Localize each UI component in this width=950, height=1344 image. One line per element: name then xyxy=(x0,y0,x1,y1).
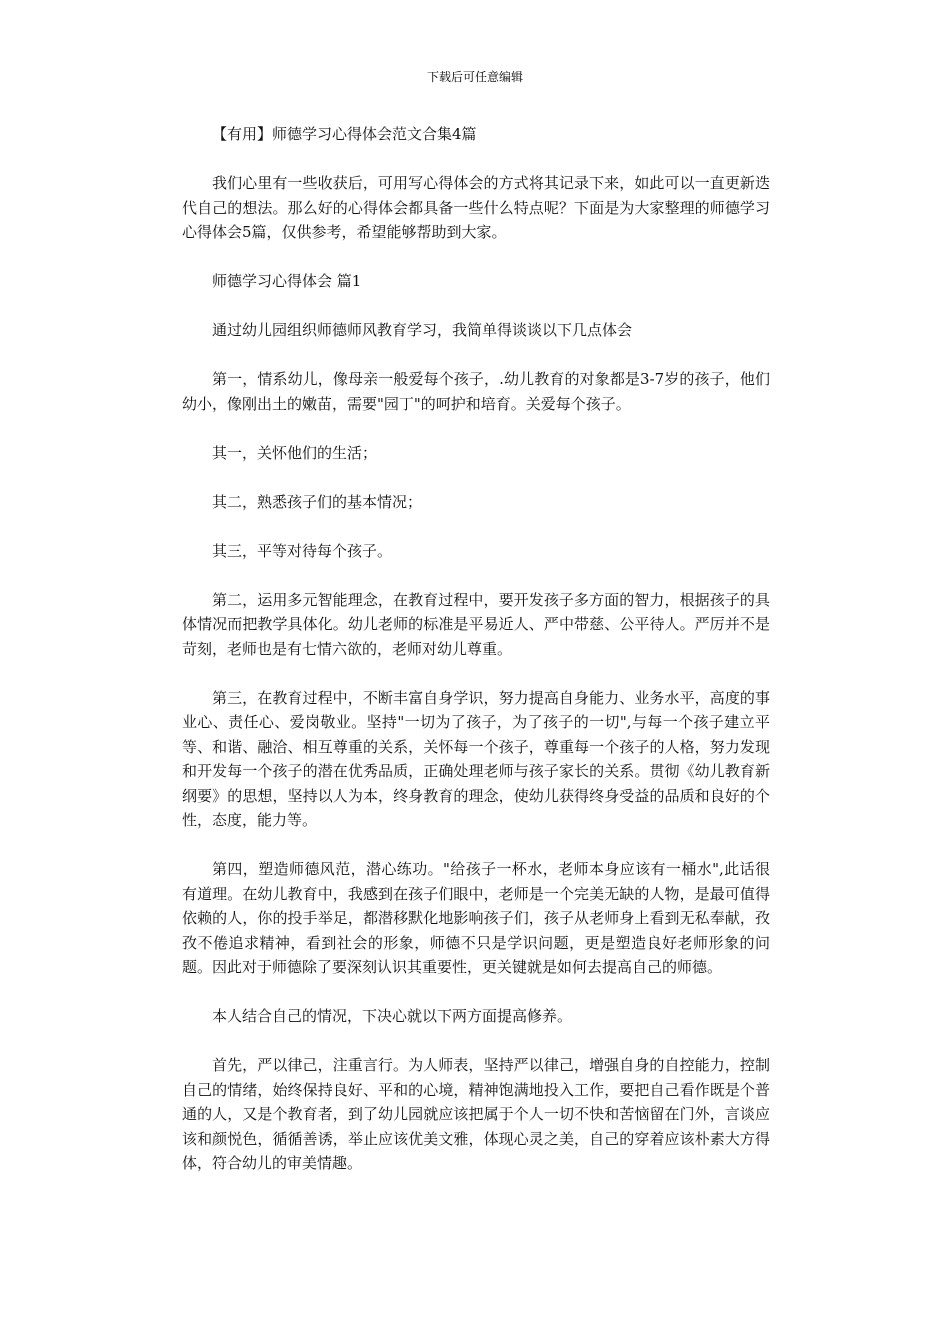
paragraph: 第四，塑造师德风范，潜心练功。"给孩子一杯水，老师本身应该有一桶水",此话很有道理。在幼儿教育中，我感到在孩子们眼中，老师是一个完美无缺的人物，是最可值得依赖的人，你的投手举足，都潜移默化地影响孩子们，孩子从老师身上看到无私奉献，孜孜不倦追求精神，看到社会的形象，师德不只是学识问题，更是塑造良好老师形象的问题。因此对于师德除了要深刻认识其重要性，更关键就是如何去提高自己的师德。 xyxy=(182,860,770,976)
paragraph: 其二，熟悉孩子们的基本情况； xyxy=(212,492,423,511)
page-header: 下载后可任意编辑 xyxy=(426,70,523,84)
paragraph: 其三，平等对待每个孩子。 xyxy=(212,541,393,560)
paragraph: 第一，情系幼儿，像母亲一般爱每个孩子，.幼儿教育的对象都是3-7岁的孩子，他们幼小，像刚出土的嫩苗，需要"园丁"的呵护和培育。关爱每个孩子。 xyxy=(182,370,770,413)
paragraph: 其一，关怀他们的生活； xyxy=(212,443,378,462)
document-title: 【有用】师德学习心得体会范文合集4篇 xyxy=(212,125,477,143)
paragraph: 第二，运用多元智能理念，在教育过程中，要开发孩子多方面的智力，根据孩子的具体情况而把教学具体化。幼儿老师的标准是平易近人、严中带慈、公平待人。严厉并不是苛刻，老师也是有七情六欲的，老师对幼儿尊重。 xyxy=(182,590,770,658)
paragraph: 首先，严以律己，注重言行。为人师表，坚持严以律己，增强自身的自控能力，控制自己的情绪，始终保持良好、平和的心境，精神饱满地投入工作，要把自己看作既是个普通的人，又是个教育者，到了幼儿园就应该把属于个人一切不快和苦恼留在门外，言谈应该和颜悦色，循循善诱，举止应该优美文雅，体现心灵之美，自己的穿着应该朴素大方得体，符合幼儿的审美情趣。 xyxy=(182,1056,770,1172)
paragraph: 通过幼儿园组织师德师风教育学习，我简单得谈谈以下几点体会 xyxy=(212,321,633,339)
intro-paragraph: 我们心里有一些收获后，可用写心得体会的方式将其记录下来，如此可以一直更新迭代自己的想法。那么好的心得体会都具备一些什么特点呢？下面是为大家整理的师德学习心得体会5篇，仅供参考，希望能够帮助到大家。 xyxy=(182,174,770,241)
paragraph: 本人结合自己的情况，下决心就以下两方面提高修养。 xyxy=(212,1007,573,1025)
section-heading: 师德学习心得体会 篇1 xyxy=(212,272,362,290)
paragraph: 第三，在教育过程中，不断丰富自身学识，努力提高自身能力、业务水平，高度的事业心、责任心、爱岗敬业。坚持"一切为了孩子，为了孩子的一切",与每一个孩子建立平等、和谐、融洽、相互尊重的关系，关怀每一个孩子，尊重每一个孩子的人格，努力发现和开发每一个孩子的潜在优秀品质，正确处理老师与孩子家长的关系。贯彻《幼儿教育新纲要》的思想，坚持以人为本，终身教育的理念，使幼儿获得终身受益的品质和良好的个性，态度，能力等。 xyxy=(182,688,770,829)
document-body xyxy=(182,122,770,1200)
